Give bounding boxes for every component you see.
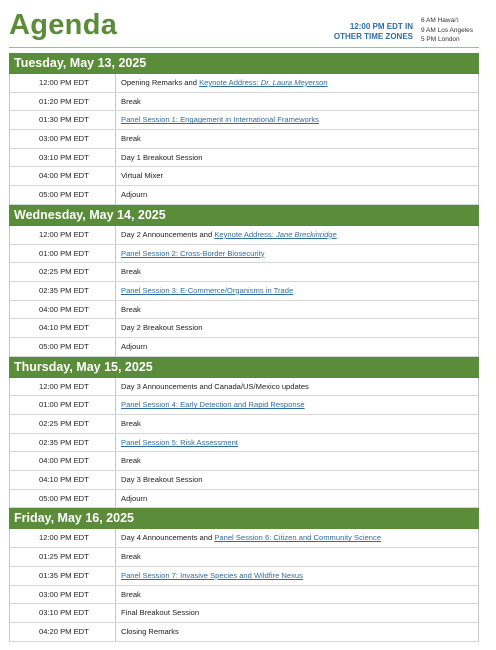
session-time: 02:25 PM EDT: [39, 419, 89, 428]
session-link-text: Panel Session 6: Citizen and Community Science: [214, 533, 382, 543]
session-description: [116, 548, 141, 566]
session-description: [116, 245, 265, 263]
session-link[interactable]: [121, 400, 305, 409]
session-time-cell: [10, 167, 116, 185]
session-time: 05:00 PM EDT: [39, 190, 89, 200]
session-time-cell: [10, 378, 116, 396]
day-block: [9, 205, 479, 357]
session-link[interactable]: [121, 286, 293, 295]
session-time-cell: [10, 548, 116, 566]
session-description: [116, 263, 141, 281]
session-time: 01:00 PM EDT: [39, 400, 89, 410]
session-description: [116, 282, 293, 300]
session-time-cell: [10, 567, 116, 585]
table-row: [10, 452, 478, 471]
table-row: [10, 282, 478, 301]
day-block: [9, 53, 479, 205]
session-time: 02:25 PM EDT: [39, 267, 89, 277]
session-time-cell: [10, 319, 116, 337]
session-list: [9, 529, 479, 641]
session-text: Final Breakout Session: [121, 608, 200, 618]
header-divider: [9, 47, 479, 48]
timezone-label-line2: OTHER TIME ZONES: [333, 32, 413, 41]
session-time: 03:10 PM EDT: [39, 152, 89, 162]
session-description: [116, 623, 179, 641]
session-description: [116, 111, 319, 129]
session-link-text: Keynote Address:: [214, 229, 276, 239]
session-time-cell: [10, 282, 116, 300]
table-row: [10, 471, 478, 490]
table-row: [10, 338, 478, 357]
session-text: Break: [121, 589, 141, 599]
session-time-cell: [10, 452, 116, 470]
table-row: [10, 149, 478, 168]
session-description: [116, 604, 199, 622]
session-list: [9, 226, 479, 357]
session-time-cell: [10, 149, 116, 167]
session-description: [116, 378, 309, 396]
page-title: Agenda: [9, 9, 118, 41]
session-time: 04:00 PM EDT: [39, 456, 89, 466]
session-time-cell: [10, 263, 116, 281]
session-description: [116, 319, 202, 337]
session-text: Adjourn: [121, 341, 148, 351]
session-text: Opening Remarks and: [121, 78, 200, 87]
session-description: [116, 396, 305, 414]
session-time: 04:00 PM EDT: [39, 171, 89, 181]
session-time: 12:00 PM EDT: [39, 229, 89, 239]
day-block: [9, 357, 479, 509]
session-text: Break: [121, 267, 141, 277]
day-header: Wednesday, May 14, 2025: [9, 205, 479, 226]
session-text: Day 2 Breakout Session: [121, 323, 203, 333]
session-time: 01:20 PM EDT: [39, 96, 89, 106]
session-time: 04:10 PM EDT: [39, 323, 89, 333]
session-text: Break: [121, 456, 141, 466]
timezone-item: 6 AM Hawai‘i: [421, 17, 459, 24]
session-link-text: Panel Session 4: Early Detection and Rapid Response: [121, 400, 305, 410]
table-row: [10, 529, 478, 548]
session-time: 12:00 PM EDT: [39, 381, 89, 391]
session-link[interactable]: [121, 571, 303, 580]
table-row: [10, 378, 478, 397]
session-time: 04:00 PM EDT: [39, 304, 89, 314]
session-text: Adjourn: [121, 190, 148, 200]
timezone-item: 5 PM London: [421, 36, 460, 43]
table-row: [10, 301, 478, 320]
table-row: [10, 623, 478, 642]
session-text: Virtual Mixer: [121, 171, 164, 181]
session-text: Day 1 Breakout Session: [121, 152, 203, 162]
session-time: 04:20 PM EDT: [39, 626, 89, 636]
session-time: 01:35 PM EDT: [39, 570, 89, 580]
session-time: 02:35 PM EDT: [39, 437, 89, 447]
session-time-cell: [10, 74, 116, 92]
speaker-name: Jane Breckinridge: [275, 229, 337, 239]
day-header: Friday, May 16, 2025: [9, 508, 479, 529]
table-row: [10, 548, 478, 567]
session-link-text: Panel Session 7: Invasive Species and Wildfire Nexus: [121, 570, 303, 580]
session-time-cell: [10, 111, 116, 129]
session-time-cell: [10, 245, 116, 263]
table-row: [10, 263, 478, 282]
session-time-cell: [10, 434, 116, 452]
table-row: [10, 186, 478, 205]
session-description: [116, 167, 163, 185]
session-text: Break: [121, 96, 141, 106]
table-row: [10, 604, 478, 623]
session-time-cell: [10, 338, 116, 356]
timezone-list: [421, 16, 473, 45]
session-time: 05:00 PM EDT: [39, 493, 89, 503]
table-row: [10, 490, 478, 509]
session-time-cell: [10, 604, 116, 622]
table-row: [10, 245, 478, 264]
session-time-cell: [10, 415, 116, 433]
session-list: [9, 74, 479, 205]
page-header: [0, 0, 496, 48]
session-text: Break: [121, 134, 141, 144]
table-row: [10, 111, 478, 130]
session-time: 01:25 PM EDT: [39, 552, 89, 562]
session-link-text: Panel Session 3: E-Commerce/Organisms in Trade: [121, 285, 294, 295]
session-time: 01:30 PM EDT: [39, 115, 89, 125]
table-row: [10, 93, 478, 112]
day-header: Thursday, May 15, 2025: [9, 357, 479, 378]
table-row: [10, 415, 478, 434]
session-link[interactable]: [121, 115, 319, 124]
session-time-cell: [10, 301, 116, 319]
session-text: Adjourn: [121, 493, 148, 503]
session-description: [116, 490, 147, 508]
session-description: [116, 93, 141, 111]
session-description: [116, 586, 141, 604]
session-description: [116, 186, 147, 204]
session-link-text: Keynote Address:: [199, 78, 261, 87]
session-description: [116, 415, 141, 433]
session-link[interactable]: [121, 249, 265, 258]
table-row: [10, 74, 478, 93]
session-time: 01:00 PM EDT: [39, 248, 89, 258]
table-row: [10, 434, 478, 453]
table-row: [10, 567, 478, 586]
session-link[interactable]: [214, 230, 336, 239]
session-time-cell: [10, 529, 116, 547]
session-text: Break: [121, 552, 141, 562]
table-row: [10, 226, 478, 245]
session-description: [116, 226, 337, 244]
session-link-text: Panel Session 2: Cross-Border Biosecurity: [121, 248, 265, 258]
timezone-item: 9 AM Los Angeles: [421, 26, 474, 34]
session-text: Day 3 Breakout Session: [121, 475, 203, 485]
session-time: 03:00 PM EDT: [39, 589, 89, 599]
session-time-cell: [10, 186, 116, 204]
session-description: [116, 74, 328, 92]
table-row: [10, 586, 478, 605]
session-link[interactable]: [214, 533, 381, 542]
session-description: [116, 149, 202, 167]
table-row: [10, 396, 478, 415]
session-time: 03:10 PM EDT: [39, 608, 89, 618]
session-time: 03:00 PM EDT: [39, 134, 89, 144]
session-time: 04:10 PM EDT: [39, 475, 89, 485]
session-description: [116, 434, 238, 452]
day-header: Tuesday, May 13, 2025: [9, 53, 479, 74]
table-row: [10, 130, 478, 149]
session-time-cell: [10, 623, 116, 641]
table-row: [10, 319, 478, 338]
session-description: [116, 567, 303, 585]
session-list: [9, 378, 479, 509]
session-link[interactable]: [199, 78, 327, 87]
speaker-name: Dr. Laura Meyerson: [260, 78, 328, 87]
session-time-cell: [10, 471, 116, 489]
session-description: [116, 338, 147, 356]
session-description: [116, 130, 141, 148]
session-time: 02:35 PM EDT: [39, 285, 89, 295]
session-time-cell: [10, 586, 116, 604]
session-description: [116, 529, 381, 547]
session-text: Break: [121, 304, 141, 314]
day-block: [9, 508, 479, 641]
session-text: Closing Remarks: [121, 626, 179, 636]
session-text: Break: [121, 419, 141, 428]
session-time-cell: [10, 490, 116, 508]
session-time-cell: [10, 130, 116, 148]
agenda-table: [9, 53, 479, 642]
session-text: Day 3 Announcements and Canada/US/Mexico updates: [121, 381, 309, 391]
table-row: [10, 167, 478, 186]
session-description: [116, 452, 141, 470]
session-time-cell: [10, 396, 116, 414]
session-time-cell: [10, 226, 116, 244]
session-time: 12:00 PM EDT: [39, 533, 89, 543]
session-time: 12:00 PM EDT: [39, 78, 89, 87]
session-time-cell: [10, 93, 116, 111]
session-link-text: Panel Session 5: Risk Assessment: [121, 437, 238, 447]
session-link[interactable]: [121, 438, 238, 447]
session-description: [116, 471, 202, 489]
session-text: Day 2 Announcements and: [121, 229, 215, 239]
session-text: Day 4 Announcements and: [121, 533, 215, 543]
session-description: [116, 301, 141, 319]
timezone-label-line1: 12:00 PM EDT IN: [349, 22, 413, 31]
session-time: 05:00 PM EDT: [39, 341, 89, 351]
session-link-text: Panel Session 1: Engagement in International Frameworks: [121, 115, 319, 125]
timezone-label: [334, 22, 413, 42]
